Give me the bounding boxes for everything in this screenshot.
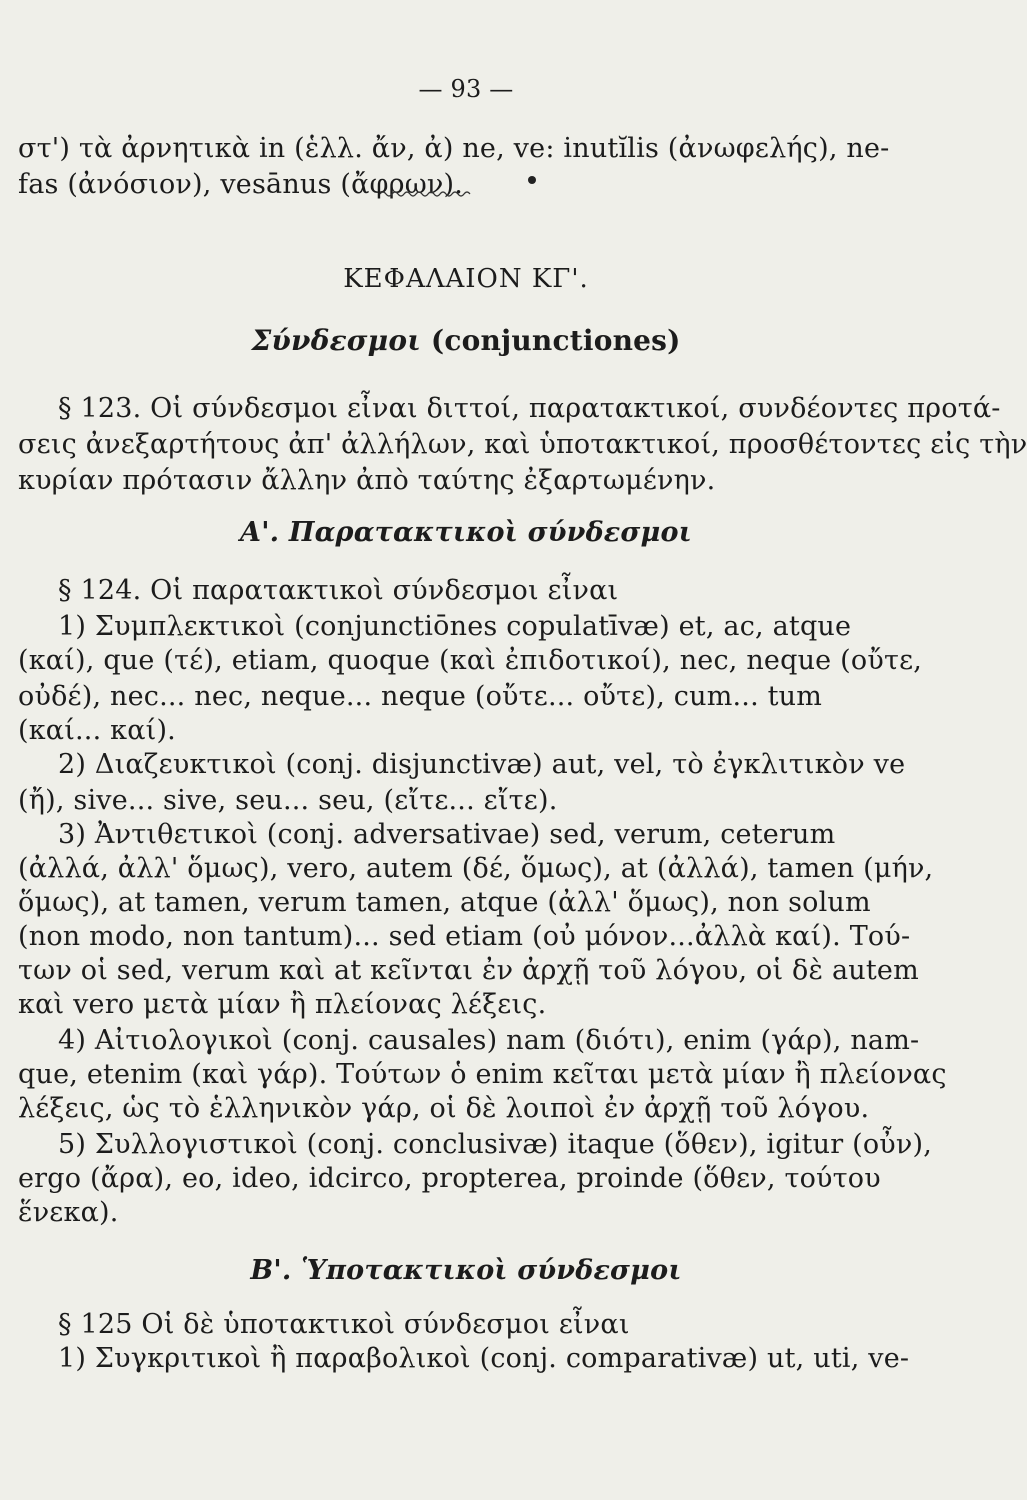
item-3-line: καὶ vero μετὰ μίαν ἢ πλείονας λέξεις. <box>18 989 547 1020</box>
chapter-subtitle-latin: (conjunctiones) <box>430 324 681 357</box>
item-1-line: (καί... καί). <box>18 715 176 746</box>
item-5-line: ἕνεκα). <box>18 1197 119 1228</box>
paragraph-123-line: § 123. Οἱ σύνδεσμοι εἶναι διττοί, παρατακτικοί, συνδέοντες προτά- <box>58 393 1001 424</box>
item-2-line: (ἤ), sive... sive, seu... seu, (εἴτε... εἴτε). <box>18 785 558 816</box>
wavy-ornament-divider <box>380 190 470 198</box>
section-heading-a: Α'. Παρατακτικοὶ σύνδεσμοι <box>240 517 692 548</box>
item-3-line: των οἱ sed, verum καὶ at κεῖνται ἐν ἀρχῇ τοῦ λόγου, οἱ δὲ autem <box>18 955 919 986</box>
item-3-line: ὅμως), at tamen, verum tamen, atque (ἀλλ' ὅμως), non solum <box>18 887 871 918</box>
item-125-1-line: 1) Συγκριτικοὶ ἢ παραβολικοὶ (conj. comparativæ) ut, uti, ve- <box>58 1343 910 1374</box>
chapter-subtitle-greek: Σύνδεσμοι <box>251 324 421 357</box>
page-number: — 93 — <box>418 75 514 103</box>
paragraph-123-line: κυρίαν πρότασιν ἄλλην ἀπὸ ταύτης ἐξαρτωμένην. <box>18 465 716 496</box>
text-line: fas (ἀνόσιον), vesānus (ἄφρων). <box>18 169 464 200</box>
item-1-line: 1) Συμπλεκτικοὶ (conjunctiōnes copulatīvæ) et, ac, atque <box>58 611 852 642</box>
paragraph-125-intro: § 125 Οἱ δὲ ὑποτακτικοὶ σύνδεσμοι εἶναι <box>58 1309 630 1340</box>
item-5-line: ergo (ἄρα), eo, ideo, idcirco, propterea, proinde (ὅθεν, τούτου <box>18 1163 881 1194</box>
text-line: στ') τὰ ἀρνητικὰ in (ἑλλ. ἄν, ἀ) ne, ve: inutĭlis (ἀνωφελής), ne- <box>18 133 890 164</box>
item-2-line: 2) Διαζευκτικοὶ (conj. disjunctivæ) aut, vel, τὸ ἐγκλιτικὸν ve <box>58 749 906 780</box>
item-5-line: 5) Συλλογιστικοὶ (conj. conclusivæ) itaque (ὅθεν), igitur (οὖν), <box>58 1129 933 1160</box>
item-3-line: 3) Ἀντιθετικοὶ (conj. adversativae) sed, verum, ceterum <box>58 819 836 850</box>
paragraph-124-intro: § 124. Οἱ παρατακτικοὶ σύνδεσμοι εἶναι <box>58 575 619 606</box>
section-heading-b: Β'. Ὑποτακτικοὶ σύνδεσμοι <box>250 1255 682 1286</box>
ink-dot <box>528 176 536 184</box>
item-3-line: (ἀλλά, ἀλλ' ὅμως), vero, autem (δέ, ὅμως), at (ἀλλά), tamen (μήν, <box>18 853 934 884</box>
item-3-line: (non modo, non tantum)... sed etiam (οὐ μόνον...ἀλλὰ καί). Τού- <box>18 921 911 952</box>
item-1-line: οὐδέ), nec... nec, neque... neque (οὔτε... οὔτε), cum... tum <box>18 681 823 712</box>
item-4-line: λέξεις, ὡς τὸ ἑλληνικὸν γάρ, οἱ δὲ λοιποὶ ἐν ἀρχῇ τοῦ λόγου. <box>18 1093 870 1124</box>
paragraph-123-line: σεις ἀνεξαρτήτους ἀπ' ἀλλήλων, καὶ ὑποτακτικοί, προσθέτοντες εἰς τὴν <box>18 429 1027 460</box>
item-4-line: 4) Αἰτιολογικοὶ (conj. causales) nam (διότι), enim (γάρ), nam- <box>58 1025 920 1056</box>
item-1-line: (καί), que (τέ), etiam, quoque (καὶ ἐπιδοτικοί), nec, neque (οὔτε, <box>18 645 923 676</box>
chapter-subtitle <box>0 324 932 358</box>
item-4-line: que, etenim (καὶ γάρ). Τούτων ὁ enim κεῖται μετὰ μίαν ἢ πλείονας <box>18 1059 947 1090</box>
chapter-title: ΚΕΦΑΛΑΙΟΝ ΚΓ'. <box>343 264 589 294</box>
